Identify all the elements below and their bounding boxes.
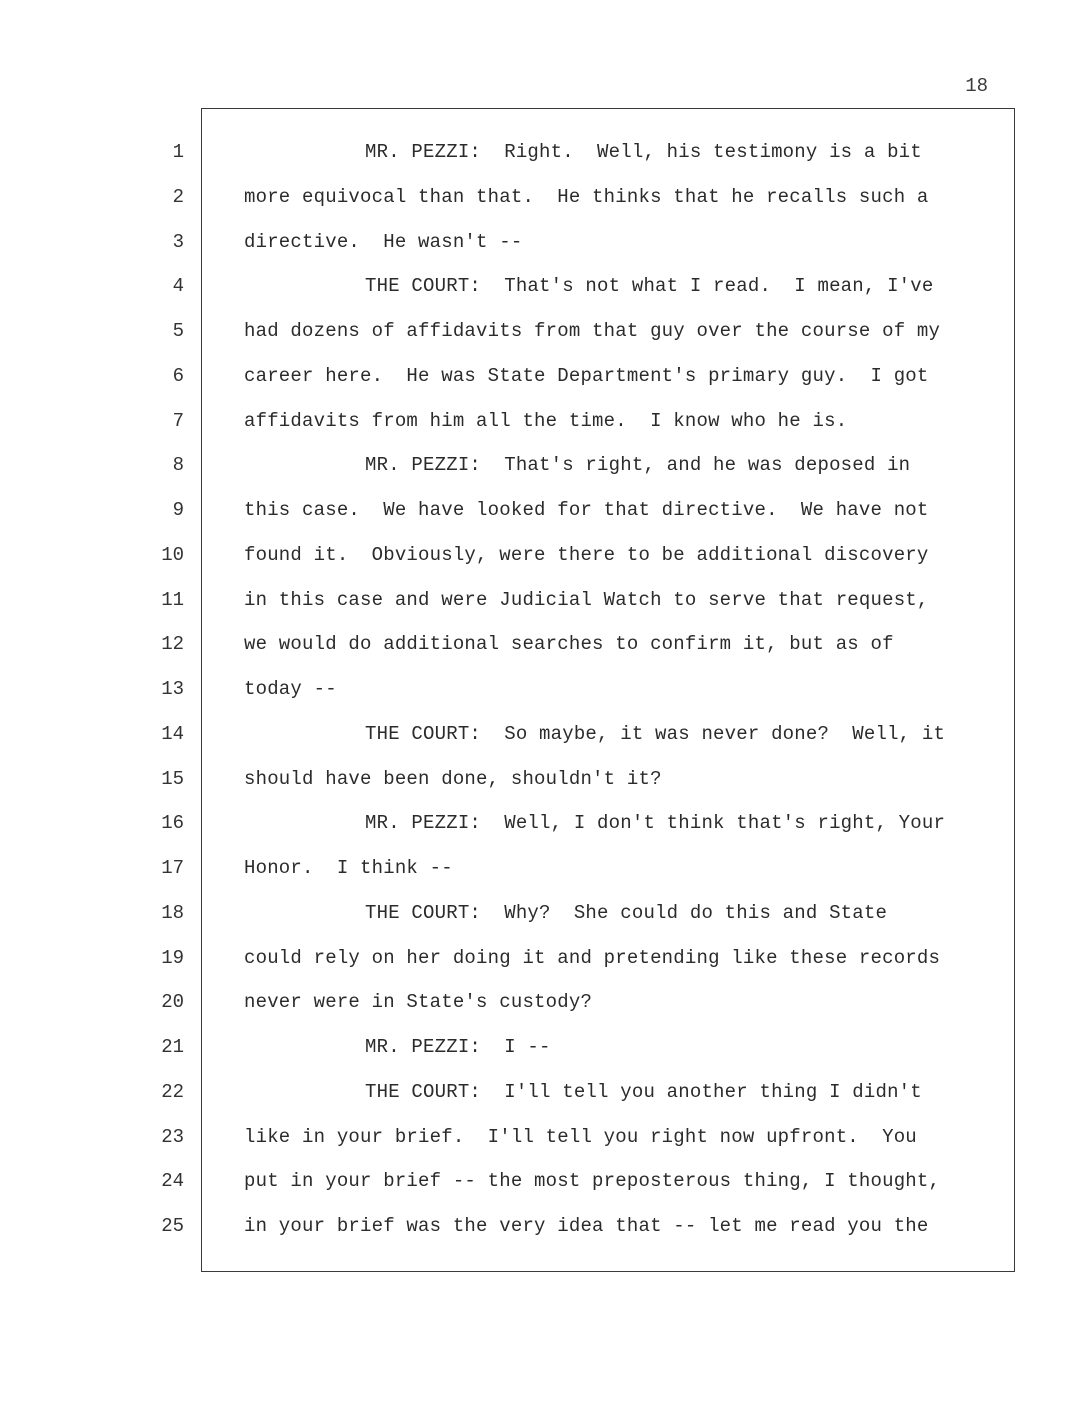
transcript-line: affidavits from him all the time. I know who he is. <box>244 409 848 432</box>
transcript-line: had dozens of affidavits from that guy over the course of my <box>244 320 941 342</box>
line-number: 16 <box>161 812 184 835</box>
transcript-line: THE COURT: I'll tell you another thing I didn't <box>365 1080 922 1103</box>
transcript-line: MR. PEZZI: Right. Well, his testimony is a bit <box>365 141 922 163</box>
line-number: 24 <box>161 1170 184 1193</box>
line-number: 19 <box>161 946 184 969</box>
line-number: 18 <box>161 901 184 924</box>
transcript-line: MR. PEZZI: That's right, and he was deposed in <box>365 454 911 477</box>
transcript-line: career here. He was State Department's primary guy. I got <box>244 364 929 387</box>
line-number: 3 <box>172 230 184 253</box>
transcript-line: MR. PEZZI: Well, I don't think that's right, Your <box>365 812 946 835</box>
line-number: 7 <box>172 409 184 432</box>
transcript-line: more equivocal than that. He thinks that he recalls such a <box>244 185 929 208</box>
line-number: 5 <box>172 320 184 342</box>
line-number: 23 <box>161 1125 184 1148</box>
line-number: 1 <box>172 141 184 163</box>
transcript-line: this case. We have looked for that directive. We have not <box>244 499 929 521</box>
transcript-line: could rely on her doing it and pretending like these records <box>244 946 941 969</box>
transcript-line: MR. PEZZI: I -- <box>365 1036 551 1058</box>
line-number: 6 <box>172 364 184 387</box>
line-number: 2 <box>172 185 184 208</box>
line-number: 11 <box>161 588 184 611</box>
line-number: 17 <box>161 857 184 879</box>
transcript-line: never were in State's custody? <box>244 991 593 1014</box>
transcript-line: in this case and were Judicial Watch to serve that request, <box>244 588 929 611</box>
transcript-line: today -- <box>244 678 337 700</box>
transcript-line: directive. He wasn't -- <box>244 230 523 253</box>
transcript-line: we would do additional searches to confirm it, but as of <box>244 633 894 656</box>
transcript-line: Honor. I think -- <box>244 857 453 879</box>
line-number: 13 <box>161 678 184 700</box>
transcript-line: put in your brief -- the most preposterous thing, I thought, <box>244 1170 941 1193</box>
transcript-line: THE COURT: That's not what I read. I mean, I've <box>365 275 934 298</box>
transcript-line: like in your brief. I'll tell you right now upfront. You <box>244 1125 917 1148</box>
transcript-line: in your brief was the very idea that -- let me read you the <box>244 1215 929 1237</box>
page-number: 18 <box>965 75 988 97</box>
line-number: 4 <box>172 275 184 298</box>
line-number-column <box>140 130 184 1249</box>
line-number: 12 <box>161 633 184 656</box>
line-number: 21 <box>161 1036 184 1058</box>
transcript-line: should have been done, shouldn't it? <box>244 767 662 790</box>
line-number: 15 <box>161 767 184 790</box>
transcript-line: found it. Obviously, were there to be additional discovery <box>244 543 929 566</box>
line-number: 9 <box>172 499 184 521</box>
line-number: 10 <box>161 543 184 566</box>
transcript-text <box>244 130 984 1249</box>
line-number: 8 <box>172 454 184 477</box>
line-number: 22 <box>161 1080 184 1103</box>
transcript-line: THE COURT: So maybe, it was never done? Well, it <box>365 722 946 745</box>
transcript-line: THE COURT: Why? She could do this and State <box>365 901 888 924</box>
line-number: 20 <box>161 991 184 1014</box>
line-number: 14 <box>161 722 184 745</box>
line-number: 25 <box>161 1215 184 1237</box>
